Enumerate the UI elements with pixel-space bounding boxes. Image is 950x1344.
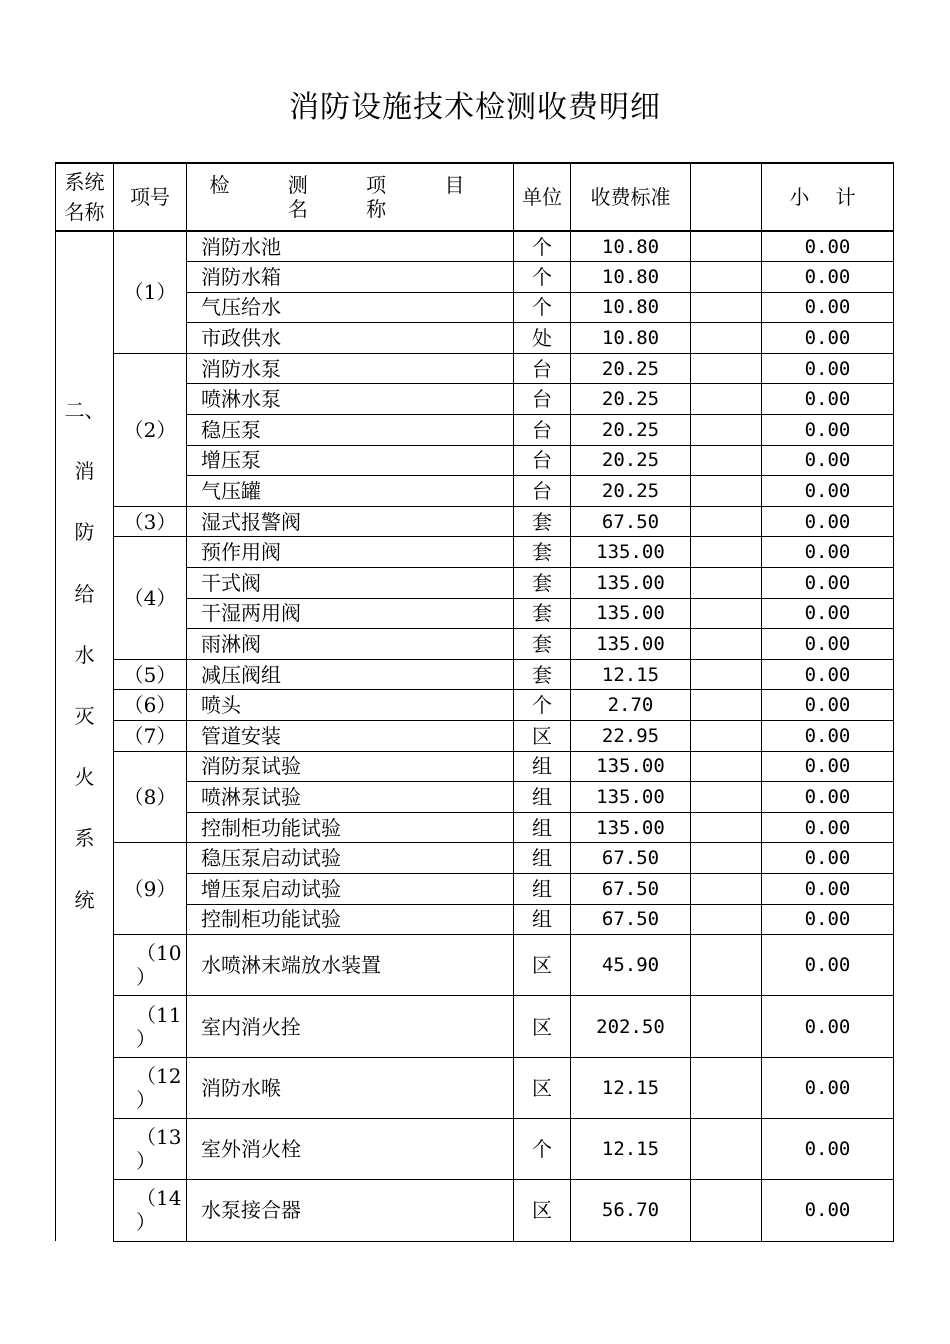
item-name: 喷头 — [187, 690, 514, 721]
fee-standard: 12.15 — [571, 1119, 691, 1180]
blank-cell — [691, 506, 762, 537]
item-number: （14 ） — [114, 1180, 187, 1241]
blank-cell — [691, 659, 762, 690]
item-number: （7） — [114, 721, 187, 752]
subtotal: 0.00 — [762, 690, 894, 721]
item-name: 消防水箱 — [187, 262, 514, 293]
item-number: （1） — [114, 231, 187, 353]
table-row — [56, 751, 894, 782]
subtotal: 0.00 — [762, 721, 894, 752]
fee-standard: 45.90 — [571, 935, 691, 996]
blank-cell — [691, 935, 762, 996]
item-number: （9） — [114, 843, 187, 935]
blank-cell — [691, 782, 762, 813]
blank-cell — [691, 1180, 762, 1241]
fee-standard: 22.95 — [571, 721, 691, 752]
item-unit: 组 — [514, 782, 571, 813]
subtotal: 0.00 — [762, 904, 894, 935]
item-unit: 台 — [514, 415, 571, 446]
item-unit: 个 — [514, 262, 571, 293]
item-unit: 区 — [514, 935, 571, 996]
item-unit: 套 — [514, 506, 571, 537]
blank-cell — [691, 629, 762, 660]
subtotal: 0.00 — [762, 996, 894, 1057]
document-title: 消防设施技术检测收费明细 — [289, 90, 661, 125]
item-name: 气压罐 — [187, 476, 514, 507]
item-unit: 个 — [514, 231, 571, 262]
blank-cell — [691, 751, 762, 782]
item-number: （12 ） — [114, 1057, 187, 1118]
item-unit: 组 — [514, 812, 571, 843]
subtotal: 0.00 — [762, 353, 894, 384]
item-name: 稳压泵 — [187, 415, 514, 446]
item-name: 稳压泵启动试验 — [187, 843, 514, 874]
fee-standard: 67.50 — [571, 843, 691, 874]
blank-cell — [691, 353, 762, 384]
fee-standard: 135.00 — [571, 568, 691, 599]
item-unit: 区 — [514, 996, 571, 1057]
table-row — [56, 935, 894, 996]
table-row — [56, 659, 894, 690]
subtotal: 0.00 — [762, 1119, 894, 1180]
fee-standard: 135.00 — [571, 751, 691, 782]
blank-cell — [691, 1057, 762, 1118]
header-subtotal: 小 计 — [762, 163, 894, 231]
item-number: （4） — [114, 537, 187, 659]
subtotal: 0.00 — [762, 782, 894, 813]
item-name: 控制柜功能试验 — [187, 812, 514, 843]
header-item-no: 项号 — [114, 163, 187, 231]
item-number: （13 ） — [114, 1119, 187, 1180]
table-row — [56, 1119, 894, 1180]
blank-cell — [691, 721, 762, 752]
header-blank — [691, 163, 762, 231]
subtotal: 0.00 — [762, 262, 894, 293]
item-name: 雨淋阀 — [187, 629, 514, 660]
item-unit: 套 — [514, 568, 571, 599]
item-number: （10 ） — [114, 935, 187, 996]
subtotal: 0.00 — [762, 1057, 894, 1118]
blank-cell — [691, 996, 762, 1057]
subtotal: 0.00 — [762, 1180, 894, 1241]
item-unit: 套 — [514, 629, 571, 660]
subtotal: 0.00 — [762, 292, 894, 323]
item-unit: 台 — [514, 353, 571, 384]
fee-standard: 20.25 — [571, 353, 691, 384]
item-name: 管道安装 — [187, 721, 514, 752]
table-row — [56, 231, 894, 262]
item-name: 湿式报警阀 — [187, 506, 514, 537]
item-unit: 区 — [514, 721, 571, 752]
fee-table — [55, 162, 894, 1242]
blank-cell — [691, 843, 762, 874]
subtotal: 0.00 — [762, 873, 894, 904]
subtotal: 0.00 — [762, 476, 894, 507]
item-name: 气压给水 — [187, 292, 514, 323]
table-row — [56, 843, 894, 874]
table-row — [56, 1180, 894, 1241]
item-name: 增压泵 — [187, 445, 514, 476]
fee-standard: 12.15 — [571, 659, 691, 690]
blank-cell — [691, 292, 762, 323]
item-name: 室外消火栓 — [187, 1119, 514, 1180]
subtotal: 0.00 — [762, 537, 894, 568]
fee-standard: 67.50 — [571, 873, 691, 904]
subtotal: 0.00 — [762, 598, 894, 629]
blank-cell — [691, 568, 762, 599]
subtotal: 0.00 — [762, 415, 894, 446]
fee-standard: 135.00 — [571, 598, 691, 629]
subtotal: 0.00 — [762, 751, 894, 782]
item-unit: 个 — [514, 1119, 571, 1180]
item-name: 干式阀 — [187, 568, 514, 599]
fee-standard: 20.25 — [571, 476, 691, 507]
table-row — [56, 1057, 894, 1118]
subtotal: 0.00 — [762, 843, 894, 874]
item-name: 喷淋水泵 — [187, 384, 514, 415]
subtotal: 0.00 — [762, 568, 894, 599]
item-unit: 个 — [514, 292, 571, 323]
fee-standard: 10.80 — [571, 323, 691, 354]
item-name: 消防水泵 — [187, 353, 514, 384]
subtotal: 0.00 — [762, 659, 894, 690]
header-item-name: 检 测 项 目 名 称 — [187, 163, 514, 231]
item-name: 消防泵试验 — [187, 751, 514, 782]
item-unit: 个 — [514, 690, 571, 721]
header-system-name: 系统名称 — [56, 163, 114, 231]
subtotal: 0.00 — [762, 935, 894, 996]
subtotal: 0.00 — [762, 323, 894, 354]
item-name: 消防水池 — [187, 231, 514, 262]
item-number: （6） — [114, 690, 187, 721]
system-name-cell: 二、 消 防 给 水 灭 火 系 统 — [56, 231, 114, 1241]
subtotal: 0.00 — [762, 812, 894, 843]
table-row — [56, 506, 894, 537]
header-unit: 单位 — [514, 163, 571, 231]
subtotal: 0.00 — [762, 629, 894, 660]
fee-standard: 202.50 — [571, 996, 691, 1057]
item-name: 干湿两用阀 — [187, 598, 514, 629]
fee-standard: 135.00 — [571, 537, 691, 568]
item-unit: 台 — [514, 476, 571, 507]
item-name: 水喷淋末端放水装置 — [187, 935, 514, 996]
item-unit: 套 — [514, 537, 571, 568]
blank-cell — [691, 384, 762, 415]
item-unit: 套 — [514, 659, 571, 690]
fee-standard: 2.70 — [571, 690, 691, 721]
item-name: 喷淋泵试验 — [187, 782, 514, 813]
fee-standard: 20.25 — [571, 415, 691, 446]
item-name: 水泵接合器 — [187, 1180, 514, 1241]
blank-cell — [691, 1119, 762, 1180]
fee-standard: 135.00 — [571, 629, 691, 660]
item-unit: 台 — [514, 445, 571, 476]
fee-standard: 67.50 — [571, 904, 691, 935]
fee-standard: 12.15 — [571, 1057, 691, 1118]
item-unit: 组 — [514, 751, 571, 782]
item-unit: 组 — [514, 873, 571, 904]
blank-cell — [691, 415, 762, 446]
subtotal: 0.00 — [762, 384, 894, 415]
fee-standard: 10.80 — [571, 292, 691, 323]
item-unit: 组 — [514, 904, 571, 935]
item-unit: 台 — [514, 384, 571, 415]
item-unit: 套 — [514, 598, 571, 629]
fee-standard: 135.00 — [571, 812, 691, 843]
subtotal: 0.00 — [762, 506, 894, 537]
item-name: 控制柜功能试验 — [187, 904, 514, 935]
item-number: （8） — [114, 751, 187, 843]
blank-cell — [691, 690, 762, 721]
item-number: （5） — [114, 659, 187, 690]
table-row — [56, 537, 894, 568]
table-row — [56, 690, 894, 721]
item-name: 市政供水 — [187, 323, 514, 354]
fee-standard: 67.50 — [571, 506, 691, 537]
item-unit: 区 — [514, 1180, 571, 1241]
fee-standard: 20.25 — [571, 445, 691, 476]
item-name: 消防水喉 — [187, 1057, 514, 1118]
item-unit: 处 — [514, 323, 571, 354]
table-row — [56, 353, 894, 384]
item-number: （11 ） — [114, 996, 187, 1057]
item-number: （2） — [114, 353, 187, 506]
item-unit: 区 — [514, 1057, 571, 1118]
blank-cell — [691, 323, 762, 354]
subtotal: 0.00 — [762, 445, 894, 476]
item-name: 增压泵启动试验 — [187, 873, 514, 904]
fee-standard: 10.80 — [571, 231, 691, 262]
fee-standard: 56.70 — [571, 1180, 691, 1241]
blank-cell — [691, 598, 762, 629]
subtotal: 0.00 — [762, 231, 894, 262]
fee-standard: 10.80 — [571, 262, 691, 293]
blank-cell — [691, 904, 762, 935]
blank-cell — [691, 445, 762, 476]
blank-cell — [691, 231, 762, 262]
blank-cell — [691, 476, 762, 507]
header-row — [56, 163, 894, 231]
item-name: 减压阀组 — [187, 659, 514, 690]
blank-cell — [691, 812, 762, 843]
blank-cell — [691, 537, 762, 568]
fee-standard: 20.25 — [571, 384, 691, 415]
item-name: 预作用阀 — [187, 537, 514, 568]
table-row — [56, 996, 894, 1057]
header-fee-standard: 收费标准 — [571, 163, 691, 231]
item-name: 室内消火拴 — [187, 996, 514, 1057]
table-row — [56, 721, 894, 752]
fee-standard: 135.00 — [571, 782, 691, 813]
blank-cell — [691, 262, 762, 293]
item-unit: 组 — [514, 843, 571, 874]
item-number: （3） — [114, 506, 187, 537]
blank-cell — [691, 873, 762, 904]
